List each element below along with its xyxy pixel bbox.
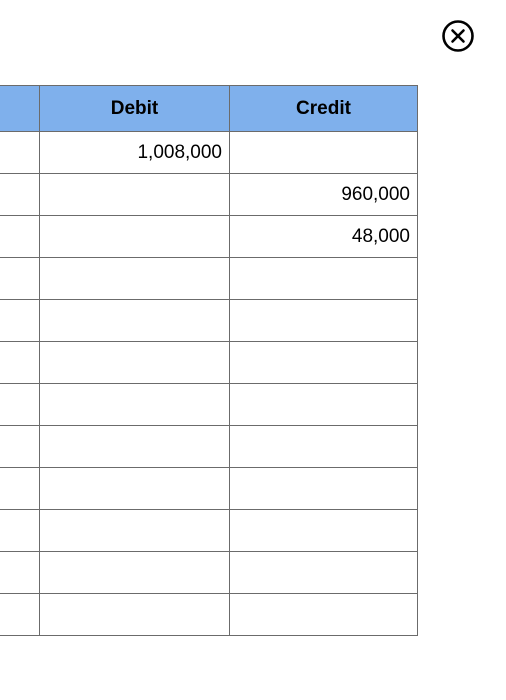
close-button[interactable] <box>440 18 476 54</box>
account-cell[interactable] <box>0 216 40 257</box>
account-cell[interactable] <box>0 552 40 593</box>
debit-column-header: Debit <box>40 86 230 131</box>
debit-cell[interactable] <box>40 468 230 509</box>
credit-cell[interactable] <box>230 132 418 173</box>
credit-cell[interactable] <box>230 510 418 551</box>
debit-cell[interactable] <box>40 426 230 467</box>
account-cell[interactable] <box>0 174 40 215</box>
table-row <box>0 552 418 594</box>
credit-cell[interactable] <box>230 594 418 635</box>
table-body <box>0 132 418 636</box>
debit-cell[interactable] <box>40 174 230 215</box>
debit-cell[interactable] <box>40 300 230 341</box>
credit-column-header: Credit <box>230 86 418 131</box>
account-cell[interactable] <box>0 132 40 173</box>
credit-cell[interactable] <box>230 468 418 509</box>
credit-cell[interactable] <box>230 384 418 425</box>
table-row <box>0 468 418 510</box>
table-row <box>0 384 418 426</box>
credit-cell[interactable]: 48,000 <box>230 216 418 257</box>
table-row <box>0 510 418 552</box>
debit-cell[interactable] <box>40 342 230 383</box>
table-row <box>0 300 418 342</box>
account-column-header <box>0 86 40 131</box>
credit-cell[interactable]: 960,000 <box>230 174 418 215</box>
debit-cell[interactable] <box>40 594 230 635</box>
account-cell[interactable] <box>0 258 40 299</box>
account-cell[interactable] <box>0 300 40 341</box>
debit-cell[interactable] <box>40 384 230 425</box>
table-row <box>0 594 418 636</box>
table-row <box>0 132 418 174</box>
account-cell[interactable] <box>0 468 40 509</box>
credit-cell[interactable] <box>230 300 418 341</box>
credit-cell[interactable] <box>230 426 418 467</box>
table-row <box>0 174 418 216</box>
table-row <box>0 216 418 258</box>
credit-cell[interactable] <box>230 258 418 299</box>
account-cell[interactable] <box>0 594 40 635</box>
debit-cell[interactable] <box>40 258 230 299</box>
debit-cell[interactable] <box>40 552 230 593</box>
credit-cell[interactable] <box>230 342 418 383</box>
table-row <box>0 258 418 300</box>
account-cell[interactable] <box>0 426 40 467</box>
debit-cell[interactable] <box>40 510 230 551</box>
close-icon <box>440 18 476 54</box>
debit-cell[interactable] <box>40 216 230 257</box>
journal-entry-table <box>0 85 418 636</box>
account-cell[interactable] <box>0 342 40 383</box>
debit-cell[interactable]: 1,008,000 <box>40 132 230 173</box>
credit-cell[interactable] <box>230 552 418 593</box>
account-cell[interactable] <box>0 384 40 425</box>
table-row <box>0 426 418 468</box>
table-row <box>0 342 418 384</box>
account-cell[interactable] <box>0 510 40 551</box>
table-header-row <box>0 85 418 132</box>
